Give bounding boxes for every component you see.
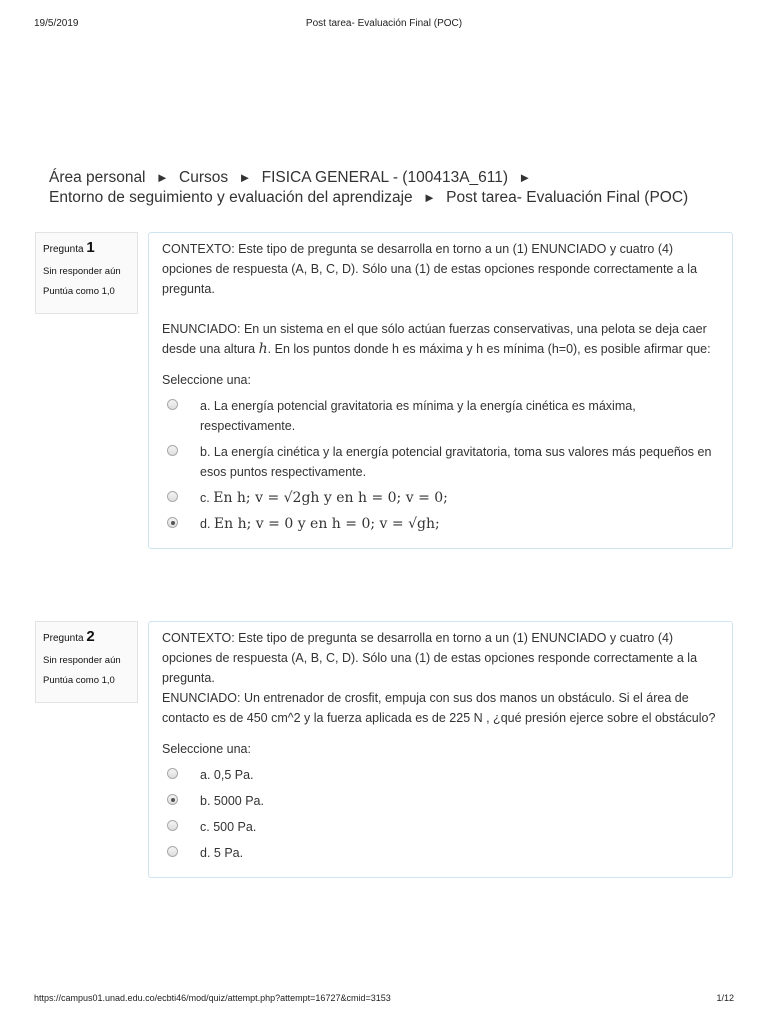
question-state: Sin responder aún bbox=[43, 266, 121, 277]
option-a[interactable]: a. 0,5 Pa. bbox=[162, 765, 719, 785]
radio-button-selected[interactable] bbox=[167, 794, 178, 805]
print-page-number: 1/12 bbox=[716, 993, 734, 1003]
breadcrumb-course[interactable]: FISICA GENERAL - (100413A_611) bbox=[261, 169, 509, 186]
question-info bbox=[35, 232, 138, 314]
breadcrumb-separator-icon: ► bbox=[422, 190, 436, 205]
question-content bbox=[148, 232, 733, 549]
radio-button[interactable] bbox=[167, 846, 178, 857]
option-d[interactable]: d. 5 Pa. bbox=[162, 843, 719, 863]
question-statement: ENUNCIADO: Un entrenador de crosfit, empuja con sus dos manos un obstáculo. Si el área de contacto es de 450 cm^2 y la fuerza aplicada es de 225 N , ¿qué presión ejerce sobre el obstáculo? bbox=[162, 691, 716, 725]
option-b[interactable]: b. 5000 Pa. bbox=[162, 791, 719, 811]
option-a[interactable]: a. La energía potencial gravitatoria es mínima y la energía cinética es máxima, respectivamente. bbox=[162, 396, 719, 436]
breadcrumb-area-personal[interactable]: Área personal bbox=[49, 169, 146, 186]
radio-button-selected[interactable] bbox=[167, 517, 178, 528]
question-content bbox=[148, 621, 733, 878]
radio-button[interactable] bbox=[167, 491, 178, 502]
breadcrumb-section[interactable]: Entorno de seguimiento y evaluación del aprendizaje bbox=[49, 189, 413, 206]
print-url: https://campus01.unad.edu.co/ecbti46/mod/quiz/attempt.php?attempt=16727&cmid=3153 bbox=[34, 993, 391, 1003]
question-grade: Puntúa como 1,0 bbox=[43, 675, 115, 686]
print-date: 19/5/2019 bbox=[34, 18, 79, 29]
question-statement: ENUNCIADO: En un sistema en el que sólo actúan fuerzas conservativas, una pelota se deja caer desde una altura h. En los puntos donde h es máxima y h es mínima (h=0), es posible afirmar que: bbox=[162, 322, 711, 357]
breadcrumb bbox=[49, 168, 749, 208]
breadcrumb-separator-icon: ► bbox=[238, 170, 252, 185]
question-number: Pregunta 2 bbox=[43, 628, 95, 645]
option-c[interactable]: c. En h; v = √2gh y en h = 0; v = 0; bbox=[162, 488, 719, 508]
select-label: Seleccione una: bbox=[162, 373, 251, 387]
option-d[interactable]: d. En h; v = 0 y en h = 0; v = √gh; bbox=[162, 514, 719, 534]
print-header bbox=[34, 18, 734, 32]
question-context: CONTEXTO: Este tipo de pregunta se desarrolla en torno a un (1) ENUNCIADO y cuatro (4) opciones de respuesta (A, B, C, D). Sólo una (1) de estas opciones responde correctamente a la pregunta. bbox=[162, 631, 698, 685]
question-state: Sin responder aún bbox=[43, 655, 121, 666]
question-number: Pregunta 1 bbox=[43, 239, 95, 256]
question-info bbox=[35, 621, 138, 703]
breadcrumb-separator-icon: ► bbox=[518, 170, 532, 185]
breadcrumb-cursos[interactable]: Cursos bbox=[179, 169, 229, 186]
radio-button[interactable] bbox=[167, 445, 178, 456]
radio-button[interactable] bbox=[167, 820, 178, 831]
select-label: Seleccione una: bbox=[162, 742, 251, 756]
print-title: Post tarea- Evaluación Final (POC) bbox=[305, 18, 463, 29]
radio-button[interactable] bbox=[167, 399, 178, 410]
option-b[interactable]: b. La energía cinética y la energía potencial gravitatoria, toma sus valores más pequeños en esos puntos respectivamente. bbox=[162, 442, 719, 482]
option-c[interactable]: c. 500 Pa. bbox=[162, 817, 719, 837]
print-footer bbox=[34, 993, 734, 1007]
question-grade: Puntúa como 1,0 bbox=[43, 286, 115, 297]
question-context: CONTEXTO: Este tipo de pregunta se desarrolla en torno a un (1) ENUNCIADO y cuatro (4) opciones de respuesta (A, B, C, D). Sólo una (1) de estas opciones responde correctamente a la pregunta. bbox=[162, 242, 698, 296]
breadcrumb-quiz[interactable]: Post tarea- Evaluación Final (POC) bbox=[446, 189, 689, 206]
radio-button[interactable] bbox=[167, 768, 178, 779]
breadcrumb-separator-icon: ► bbox=[155, 170, 169, 185]
